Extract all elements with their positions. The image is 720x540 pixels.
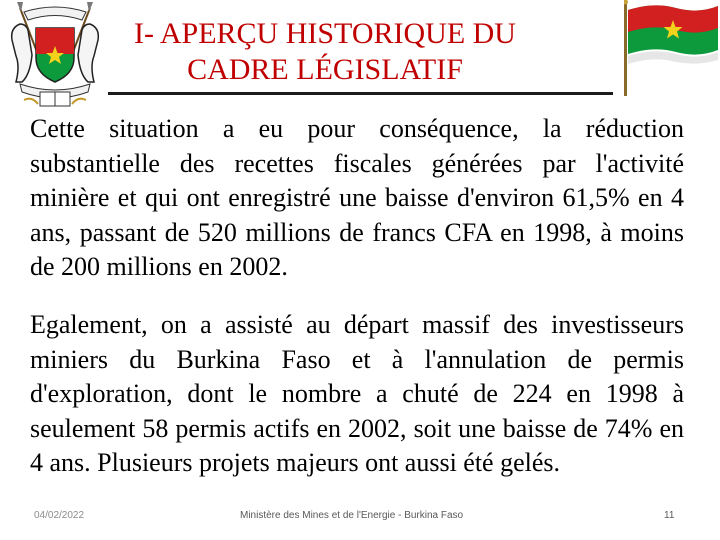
slide-title-line-2: CADRE LÉGISLATIF xyxy=(187,53,463,86)
footer-date: 04/02/2022 xyxy=(34,510,85,521)
body-paragraph-1: Cette situation a eu pour conséquence, la réduction substantielle des recettes fiscales générées par l'activité minière et qui ont enregistré une baisse d'environ 61,5% en 4 ans, passant de 520 millions de francs CFA en 1998, à moins de 200 millions en 2002. xyxy=(30,114,684,281)
footer-text: Ministère des Mines et de l'Energie - Burkina Faso xyxy=(240,510,464,521)
body-paragraph-2: Egalement, on a assisté au départ massif des investisseurs miniers du Burkina Faso et à l'annulation de permis d'exploration, dont le nombre a chuté de 224 en 1998 à seulement 58 permis actifs en 2002, soit une baisse de 74% en 4 ans. Plusieurs projets majeurs ont aussi été gelés. xyxy=(30,310,684,477)
slide-title-line-1: I- APERÇU HISTORIQUE DU xyxy=(134,17,516,50)
slide-number: 11 xyxy=(664,510,675,521)
slide-title xyxy=(90,16,560,88)
burkina-faso-flag-icon xyxy=(624,0,720,96)
title-underline xyxy=(108,92,613,95)
flag-graphic xyxy=(624,0,720,96)
